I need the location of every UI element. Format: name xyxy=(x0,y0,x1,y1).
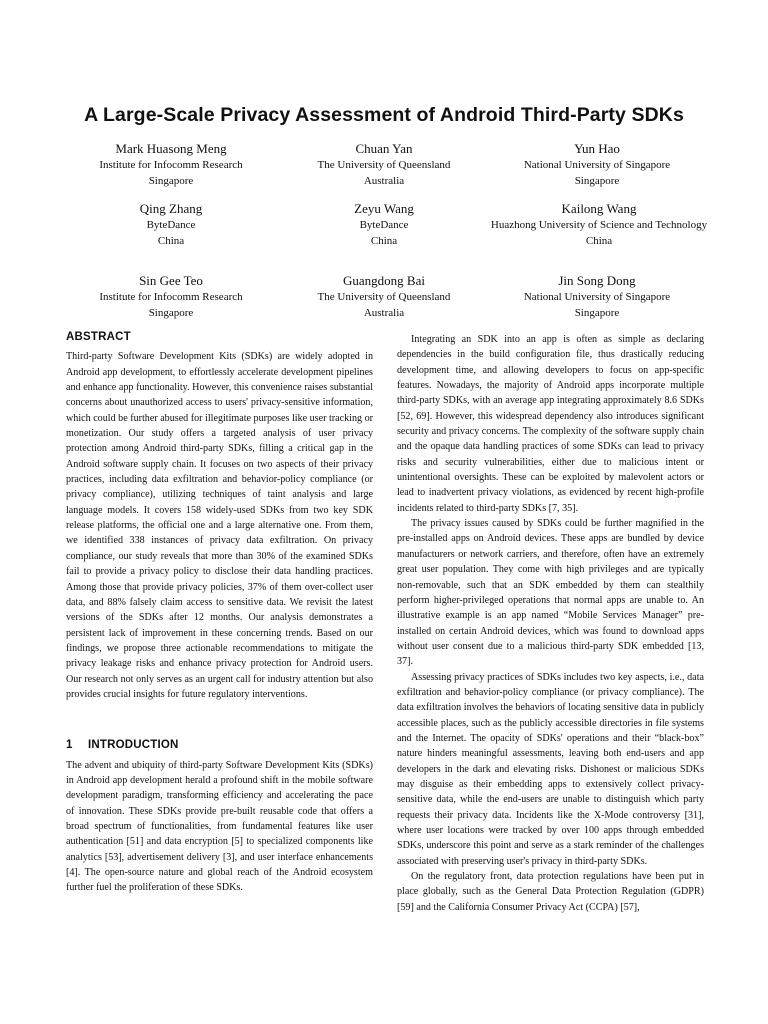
intro-paragraph-1: The advent and ubiquity of third-party Software Development Kits (SDKs) in Android app development herald a profound shift in the mobile software development paradigm, transforming efficiency and accelerating the pace of innovation. These SDKs provide pre-built reusable code that offers a broad spectrum of functionalities, from fundamental features like user authentication [51] and data encryption [5] to specialized components like analytics [53], advertisement delivery [3], and user interface enhancements [4]. The open-source nature and global reach of the Android ecosystem further fuel the proliferation of these SDKs. xyxy=(66,759,373,894)
author-affiliation: Institute for Infocomm Research xyxy=(99,159,243,171)
author-card xyxy=(64,140,278,189)
section-title: INTRODUCTION xyxy=(88,739,179,752)
author-location: China xyxy=(370,234,398,247)
author-location: China xyxy=(157,234,185,247)
author-location: China xyxy=(585,234,613,247)
author-affiliation: National University of Singapore xyxy=(523,159,671,171)
author-name: Zeyu Wang xyxy=(354,201,414,216)
author-location: Australia xyxy=(363,306,405,319)
introduction-heading xyxy=(66,738,373,753)
section-number: 1 xyxy=(66,739,73,752)
author-card xyxy=(490,272,704,321)
abstract-heading: ABSTRACT xyxy=(66,331,131,343)
author-affiliation: ByteDance xyxy=(359,219,409,231)
author-card xyxy=(64,200,278,249)
author-location: Singapore xyxy=(574,174,620,187)
intro-paragraph-4: Assessing privacy practices of SDKs includes two key aspects, i.e., data exfiltration and behavior-policy compliance (or privacy compliance). The data exfiltration involves the behaviors of locating sensitive data in publicly accessible places, such as the publicly accessible directories in file systems and the Internet. The opacity of SDKs' operations and their “black-box” nature hinders meaningful assessments, leaving both end-users and app developers in the dark and elevating risks. Dishonest or malicious SDKs may disguise as their embedding apps to extensively collect privacy-sensitive data, while the end-users are unable to distinguish which party requests their privacy data. Incidents like the X-Mode controversy [31], where user locations were tracked by over 100 apps through embedded SDKs, underscore this point and serve as a stark reminder of the challenges associated with preserving user's privacy in third-party SDKs. xyxy=(397,671,704,867)
intro-paragraph-3: The privacy issues caused by SDKs could be further magnified in the pre-installed apps on Android devices. These apps are bundled by device manufacturers or network carriers, and therefore, often have an extremely great user population. They come with high privileges and are typically non-removable, such that an SDK embedded by them can stealthily perform higher-privileged operations that normal apps are unable to. An illustrative example is an app named “Mobile Services Manager” pre-installed on certain Android devices, which was found to download apps without user consent due to a malicious third-party SDK embedded [13, 37]. xyxy=(397,518,704,668)
intro-paragraph-2: Integrating an SDK into an app is often as simple as declaring dependencies in the build configuration file, thus drastically reducing development time, and allowing developers to focus on app-specific features. Nowadays, the majority of Android apps incorporate multiple third-party SDKs, with an average app integrating approximately 8.6 SDKs [52, 69]. However, this widespread dependency also introduces significant security and privacy concerns. The complexity of the software supply chain and the opaque data handling practices of some SDKs can lead to privacy risks and security vulnerabilities, either due to malicious intent or unintentional oversights. These can be exploited by malevolent actors or lead to inadvertent privacy violations, as evidenced by recent high-profile incidents related to third-party SDKs [7, 35]. xyxy=(397,334,704,514)
author-location: Singapore xyxy=(148,306,194,319)
left-column xyxy=(66,330,373,896)
author-location: Singapore xyxy=(574,306,620,319)
author-card xyxy=(490,200,708,249)
author-affiliation: Institute for Infocomm Research xyxy=(99,291,243,303)
right-column xyxy=(397,332,704,915)
author-affiliation: ByteDance xyxy=(146,219,196,231)
author-affiliation: The University of Queensland xyxy=(317,291,451,303)
author-name: Kailong Wang xyxy=(561,201,637,216)
intro-paragraph-5: On the regulatory front, data protection regulations have been put in place globally, such as the General Data Protection Regulation (GDPR) [59] and the California Consumer Privacy Act (CCPA) [57], xyxy=(397,871,704,913)
author-card xyxy=(64,272,278,321)
author-card xyxy=(277,140,491,189)
author-affiliation: Huazhong University of Science and Technology xyxy=(490,219,708,231)
author-affiliation: The University of Queensland xyxy=(317,159,451,171)
author-name: Jin Song Dong xyxy=(558,273,636,288)
author-name: Yun Hao xyxy=(574,141,620,156)
paper-title: A Large-Scale Privacy Assessment of Android Third-Party SDKs xyxy=(84,104,684,126)
author-name: Chuan Yan xyxy=(355,141,413,156)
author-location: Singapore xyxy=(148,174,194,187)
author-card xyxy=(277,272,491,321)
author-name: Sin Gee Teo xyxy=(139,273,203,288)
author-name: Guangdong Bai xyxy=(343,273,425,288)
author-card xyxy=(277,200,491,249)
abstract-text: Third-party Software Development Kits (SDKs) are widely adopted in Android app development, to effortlessly accelerate development pipelines and enhance app functionality. However, this convenience raises substantial concerns about unauthorized access to users' privacy-sensitive information, which could be further abused for illegitimate purposes like user tracking or monetization. Our study offers a targeted analysis of user privacy protection among Android third-party SDKs, filling a critical gap in the Android software supply chain. It focuses on two aspects of their privacy practices, including data exfiltration and behavior-policy compliance (or privacy compliance), utilizing techniques of taint analysis and large language models. It covers 158 widely-used SDKs from two key SDK release platforms, the official one and a large alternative one. From them, we identified 338 instances of privacy data exfiltration. On privacy compliance, our study reveals that more than 30% of the examined SDKs fail to provide a privacy policy to disclose their data handling practices. Among those that provide privacy policies, 37% of them over-collect user data, and 88% falsely claim access to sensitive data. We revisit the latest versions of the SDKs after 12 months. Our analysis demonstrates a persistent lack of improvement in these concerning trends. Based on our findings, we propose three actionable recommendations to mitigate the privacy leakage risks and enhance privacy protection for Android users. Our research not only serves as an urgent call for industry attention but also provides crucial insights for future regulatory interventions. xyxy=(66,351,373,700)
author-location: Australia xyxy=(363,174,405,187)
author-affiliation: National University of Singapore xyxy=(523,291,671,303)
author-name: Qing Zhang xyxy=(139,201,203,216)
author-name: Mark Huasong Meng xyxy=(115,141,227,156)
author-card xyxy=(490,140,704,189)
